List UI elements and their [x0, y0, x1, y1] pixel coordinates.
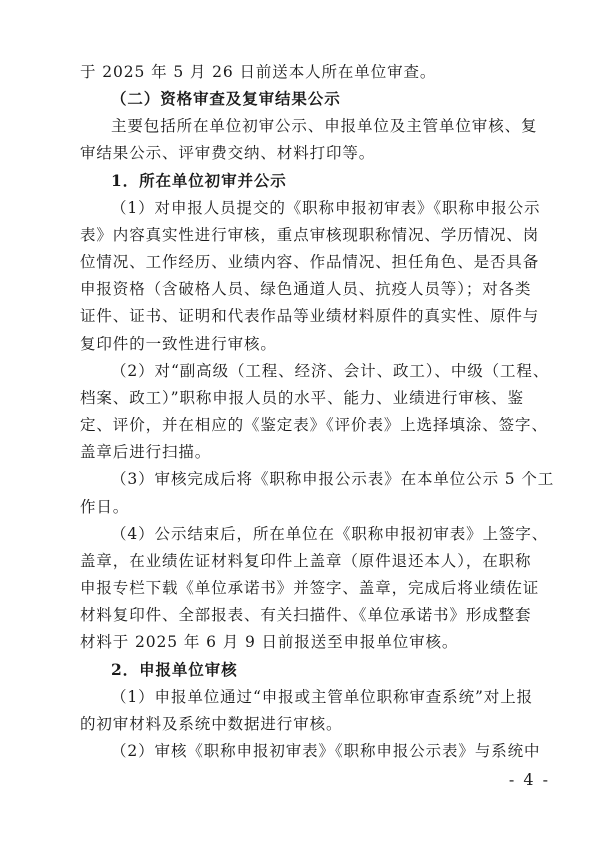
text-line: 材料于 2025 年 6 月 9 日前报送至申报单位审核。: [80, 633, 459, 651]
page-number: - 4 -: [508, 770, 550, 789]
text-line: 的初审材料及系统中数据进行审核。: [80, 715, 343, 733]
text-line: 位情况、工作经历、业绩内容、作品情况、担任角色、是否具备: [80, 253, 540, 271]
text-line: 申报专栏下载《单位承诺书》并签字、盖章，完成后将业绩佐证: [80, 579, 540, 597]
subsection-heading: 2．申报单位审核: [111, 660, 238, 679]
section-heading: （二）资格审查及复审结果公示: [111, 89, 341, 108]
text-line: 审结果公示、评审费交纳、材料打印等。: [80, 144, 376, 162]
text-line: （2）审核《职称申报初审表》《职称申报公示表》与系统中: [111, 742, 541, 760]
text-line: 作日。: [80, 498, 130, 516]
text-line: 表》内容真实性进行审核，重点审核现职称情况、学历情况、岗: [80, 226, 540, 244]
text-line: （3）审核完成后将《职称申报公示表》在本单位公示 5 个工: [111, 470, 555, 488]
text-line: 复印件的一致性进行审核。: [80, 335, 277, 353]
text-line: 证件、证书、证明和代表作品等业绩材料原件的真实性、原件与: [80, 307, 540, 325]
text-line: 申报资格（含破格人员、绿色通道人员、抗疫人员等）；对各类: [80, 280, 532, 298]
text-line: 盖章，在业绩佐证材料复印件上盖章（原件退还本人），在职称: [80, 552, 532, 570]
text-line: 定、评价，并在相应的《鉴定表》《评价表》上选择填涂、签字、: [80, 416, 548, 434]
text-line: （1）对申报人员提交的《职称申报初审表》《职称申报公示: [111, 199, 541, 217]
text-line: 档案、政工）”职称申报人员的水平、能力、业绩进行审核、鉴: [80, 389, 524, 407]
text-line: 于 2025 年 5 月 26 日前送本人所在单位审查。: [80, 63, 437, 81]
text-line: 主要包括所在单位初审公示、申报单位及主管单位审核、复: [111, 117, 538, 135]
text-line: 材料复印件、全部报表、有关扫描件、《单位承诺书》形成整套: [80, 606, 532, 624]
text-line: 盖章后进行扫描。: [80, 443, 212, 461]
subsection-heading: 1．所在单位初审并公示: [111, 171, 287, 190]
text-line: （4）公示结束后，所在单位在《职称申报初审表》上签字、: [111, 525, 549, 543]
text-line: （2）对“副高级（工程、经济、会计、政工）、中级（工程、: [111, 362, 550, 380]
text-line: （1）申报单位通过“申报或主管单位职称审查系统”对上报: [111, 688, 534, 706]
